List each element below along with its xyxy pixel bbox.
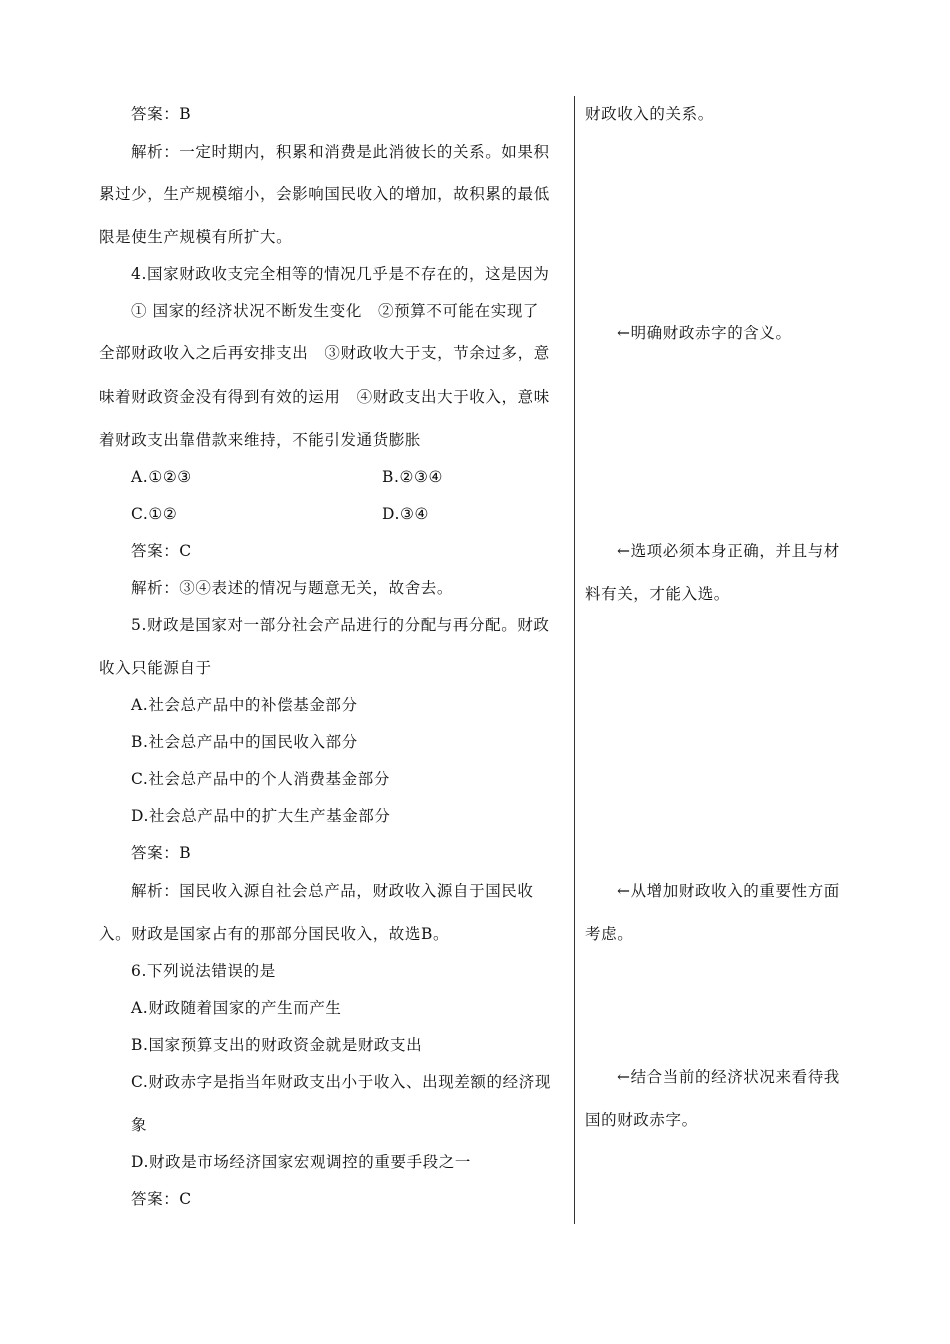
q4-explanation: 解析：③④表述的情况与题意无关，故舍去。 bbox=[131, 579, 454, 597]
q6-option-d: D.财政是市场经济国家宏观调控的重要手段之一 bbox=[131, 1153, 472, 1171]
q4-option-c: C.①② bbox=[131, 505, 178, 523]
note-5-line-1: ←结合当前的经济状况来看待我 bbox=[617, 1068, 840, 1086]
q4-stem-line-1: 4.国家财政收支完全相等的情况几乎是不存在的，这是因为 bbox=[131, 265, 550, 283]
q5-explanation-line-1: 解析：国民收入源自社会总产品，财政收入源自于国民收 bbox=[131, 882, 534, 900]
column-divider bbox=[574, 96, 575, 1224]
q6-answer: 答案：C bbox=[131, 1190, 192, 1208]
q5-explanation-line-2: 入。财政是国家占有的那部分国民收入，故选B。 bbox=[99, 925, 450, 943]
q5-option-c: C.社会总产品中的个人消费基金部分 bbox=[131, 770, 390, 788]
note-3-line-1: ←选项必须本身正确，并且与材 bbox=[617, 542, 840, 560]
q6-option-c-line-1: C.财政赤字是指当年财政支出小于收入、出现差额的经济现 bbox=[131, 1073, 551, 1091]
q4-stem-line-4: 味着财政资金没有得到有效的运用 ④财政支出大于收入，意味 bbox=[99, 388, 550, 406]
q4-answer: 答案：C bbox=[131, 542, 192, 560]
q5-option-b: B.社会总产品中的国民收入部分 bbox=[131, 733, 358, 751]
q3-explanation-line-1: 解析：一定时期内，积累和消费是此消彼长的关系。如果积 bbox=[131, 143, 550, 161]
q3-explanation-line-2: 累过少，生产规模缩小，会影响国民收入的增加，故积累的最低 bbox=[99, 185, 550, 203]
note-5-line-2: 国的财政赤字。 bbox=[585, 1111, 698, 1129]
q6-option-b: B.国家预算支出的财政资金就是财政支出 bbox=[131, 1036, 423, 1054]
note-4-line-1: ←从增加财政收入的重要性方面 bbox=[617, 882, 840, 900]
q6-stem: 6.下列说法错误的是 bbox=[131, 962, 276, 980]
note-3-line-2: 料有关，才能入选。 bbox=[585, 585, 730, 603]
note-1: 财政收入的关系。 bbox=[585, 105, 714, 123]
q6-option-a: A.财政随着国家的产生而产生 bbox=[131, 999, 342, 1017]
q3-answer: 答案：B bbox=[131, 105, 192, 123]
q4-option-b: B.②③④ bbox=[382, 468, 444, 486]
q3-explanation-line-3: 限是使生产规模有所扩大。 bbox=[99, 228, 293, 246]
note-2: ←明确财政赤字的含义。 bbox=[617, 324, 792, 342]
q5-stem-line-2: 收入只能源自于 bbox=[99, 659, 212, 677]
q5-option-a: A.社会总产品中的补偿基金部分 bbox=[131, 696, 358, 714]
note-4-line-2: 考虑。 bbox=[585, 925, 634, 943]
q4-option-a: A.①②③ bbox=[131, 468, 192, 486]
q4-stem-line-5: 着财政支出靠借款来维持，不能引发通货膨胀 bbox=[99, 431, 422, 449]
q4-option-d: D.③④ bbox=[382, 505, 429, 523]
q4-stem-line-3: 全部财政收入之后再安排支出 ③财政收大于支，节余过多，意 bbox=[99, 344, 550, 362]
q5-answer: 答案：B bbox=[131, 844, 192, 862]
q4-stem-line-2: ① 国家的经济状况不断发生变化 ②预算不可能在实现了 bbox=[131, 302, 540, 320]
q5-stem-line-1: 5.财政是国家对一部分社会产品进行的分配与再分配。财政 bbox=[131, 616, 550, 634]
q5-option-d: D.社会总产品中的扩大生产基金部分 bbox=[131, 807, 391, 825]
q6-option-c-line-2: 象 bbox=[131, 1116, 148, 1134]
